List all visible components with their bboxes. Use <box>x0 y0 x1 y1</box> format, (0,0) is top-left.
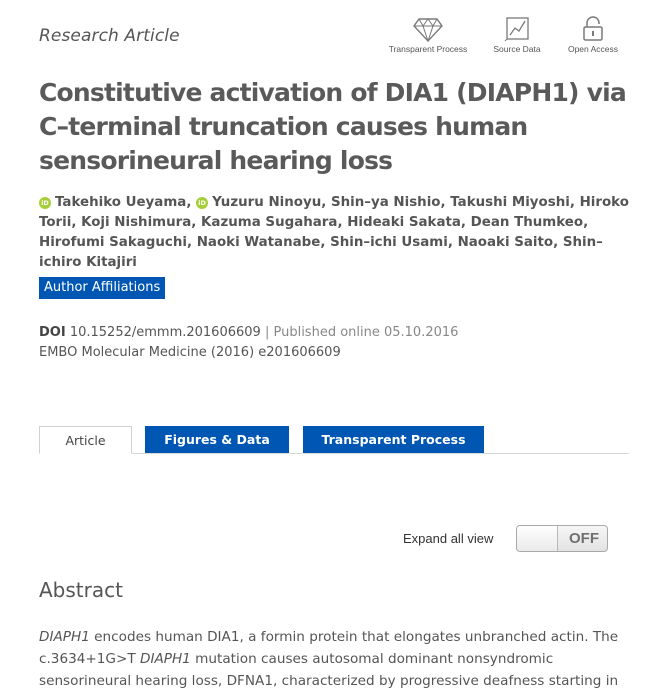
author-name[interactable]: Takushi Miyoshi <box>450 195 570 210</box>
published-date: Published online 05.10.2016 <box>273 325 459 340</box>
author-name[interactable]: Naoki Watanabe <box>196 235 321 250</box>
abstract-segment: mutation causes autosomal dominant nonsyndromic sensorineural hearing loss, DFNA1, characterized by progressive deafness starting in <box>39 651 619 689</box>
doi-link[interactable]: 10.15252/emmm.201606609 <box>69 325 261 340</box>
toggle-state: OFF <box>569 530 599 547</box>
author-name[interactable]: Shin–ichiro Kitajiri <box>39 235 603 270</box>
author-name[interactable]: Naoaki Saito <box>457 235 554 250</box>
chart-icon <box>504 16 530 42</box>
separator: | <box>264 325 270 340</box>
diamond-icon <box>413 16 443 42</box>
expand-all-toggle[interactable] <box>516 525 608 552</box>
author-name[interactable]: Takehiko Ueyama <box>55 195 187 210</box>
article-type-label: Research Article <box>39 26 180 46</box>
doi-line <box>39 325 458 340</box>
doi-label: DOI <box>39 325 66 340</box>
badge-label: Open Access <box>567 44 619 54</box>
tab-figures-data[interactable]: Figures & Data <box>145 426 289 453</box>
abstract-text <box>39 626 629 692</box>
author-name[interactable]: Hideaki Sakata <box>347 215 461 230</box>
author-name[interactable]: Koji Nishimura <box>81 215 192 230</box>
expand-all-label: Expand all view <box>403 531 494 546</box>
badge-label: Source Data <box>493 44 541 54</box>
author-affiliations-button[interactable]: Author Affiliations <box>39 277 165 299</box>
author-list: iD Takehiko Ueyama, iD Yuzuru Ninoyu, Shin–ya Nishio, Takushi Miyoshi, Hiroko Torii, Koji Nishimura, Kazuma Sugahara, Hideaki Sakata, Dean Thumkeo, Hirofumi Sakaguchi, Naoki Watanabe, Shin–ichi Usami, Naoaki Saito, Shin–ichiro Kitajiri <box>39 195 629 270</box>
gene-name: DIAPH1 <box>139 651 191 667</box>
author-name[interactable]: Kazuma Sugahara <box>201 215 338 230</box>
toggle-knob[interactable] <box>517 526 558 551</box>
journal-citation: EMBO Molecular Medicine (2016) e201606609 <box>39 345 341 360</box>
source-data-badge[interactable] <box>488 16 546 54</box>
abstract-heading: Abstract <box>39 578 123 602</box>
author-name[interactable]: Shin–ichi Usami <box>330 235 448 250</box>
author-name[interactable]: Hirofumi Sakaguchi <box>39 235 187 250</box>
gene-name: DIAPH1 <box>39 629 90 645</box>
open-lock-icon <box>582 16 604 42</box>
abstract-segment: encodes human DIA1, a formin protein that elongates unbranched actin. The c.3634+1G>T <box>39 629 619 667</box>
tab-transparent-process[interactable]: Transparent Process <box>303 426 484 453</box>
orcid-icon[interactable]: iD <box>196 197 208 209</box>
open-access-badge[interactable] <box>563 16 623 54</box>
transparent-process-badge[interactable] <box>383 16 473 54</box>
author-name[interactable]: Dean Thumkeo <box>470 215 584 230</box>
article-title: Constitutive activation of DIA1 (DIAPH1) via C–terminal truncation causes human sensorineural hearing loss <box>39 78 626 175</box>
tab-article[interactable]: Article <box>39 426 132 454</box>
badge-label: Transparent Process <box>388 44 468 54</box>
author-name[interactable]: Shin–ya Nishio <box>330 195 441 210</box>
author-name[interactable]: Yuzuru Ninoyu <box>212 195 322 210</box>
orcid-icon[interactable]: iD <box>39 197 51 209</box>
author-name[interactable]: Hiroko Torii <box>39 195 629 230</box>
